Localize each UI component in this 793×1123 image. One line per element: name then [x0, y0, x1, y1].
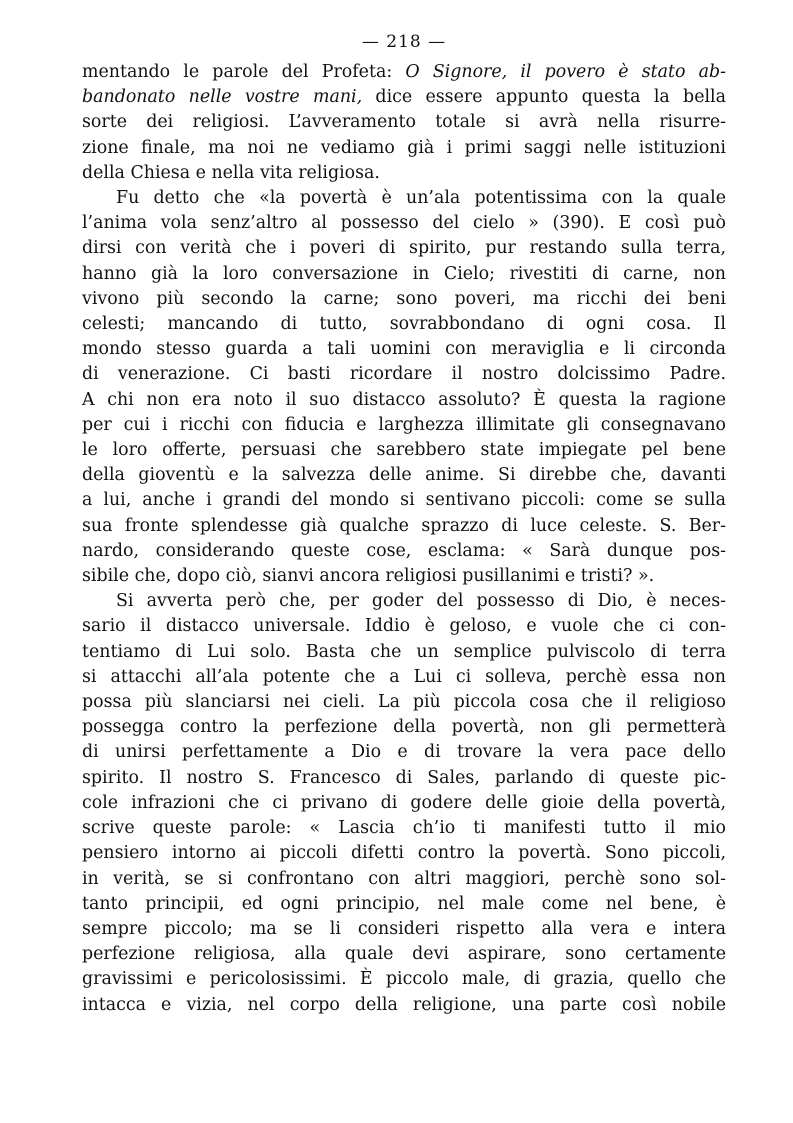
- text-line: [82, 186, 726, 211]
- text-line: [82, 816, 726, 841]
- text-line: [82, 388, 726, 413]
- text-line: [82, 211, 726, 236]
- text-segment: scrive queste parole: « Lascia ch’io ti manifesti tutto il mio: [82, 818, 726, 839]
- text-line: [82, 362, 726, 387]
- text-segment: tentiamo di Lui solo. Basta che un semplice pulviscolo di terra: [82, 641, 726, 662]
- text-line: [82, 841, 726, 866]
- text-segment: spirito. Il nostro S. Francesco di Sales, parlando di queste pic-: [82, 767, 726, 788]
- text-line: [82, 337, 726, 362]
- text-line: [82, 892, 726, 917]
- text-line: [82, 589, 726, 614]
- text-line: [82, 463, 726, 488]
- text-segment: Si avverta però che, per goder del possesso di Dio, è neces-: [116, 591, 726, 612]
- text-line: [82, 161, 726, 186]
- text-line: [82, 690, 726, 715]
- text-line: [82, 993, 726, 1018]
- text-line: [82, 413, 726, 438]
- text-segment: della Chiesa e nella vita religiosa.: [82, 162, 380, 183]
- text-line: [82, 85, 726, 110]
- body-text: [82, 60, 726, 1018]
- text-line: [82, 967, 726, 992]
- text-segment: perfezione religiosa, alla quale devi aspirare, sono certamente: [82, 944, 726, 965]
- text-segment: A chi non era noto il suo distacco assoluto? È questa la ragione: [82, 389, 726, 410]
- text-segment: cole infrazioni che ci privano di godere delle gioie della povertà,: [82, 792, 726, 813]
- text-line: [82, 60, 726, 85]
- text-segment: zione finale, ma noi ne vediamo già i primi saggi nelle istituzioni: [82, 137, 726, 158]
- text-line: [82, 262, 726, 287]
- text-segment: sempre piccolo; ma se li consideri rispetto alla vera e intera: [82, 918, 726, 939]
- text-segment: possa più slanciarsi nei cieli. La più piccola cosa che il religioso: [82, 692, 726, 713]
- text-line: [82, 312, 726, 337]
- text-segment: si attacchi all’ala potente che a Lui ci solleva, perchè essa non: [82, 666, 726, 687]
- text-line: [82, 640, 726, 665]
- text-segment: tanto principii, ed ogni principio, nel male come nel bene, è: [82, 893, 726, 914]
- text-segment: vivono più secondo la carne; sono poveri, ma ricchi dei beni: [82, 288, 726, 309]
- text-segment: sario il distacco universale. Iddio è geloso, e vuole che ci con-: [82, 616, 726, 637]
- page-number: — 218 —: [361, 32, 447, 52]
- book-page: [82, 28, 726, 1018]
- text-line: [82, 438, 726, 463]
- text-line: [82, 236, 726, 261]
- text-line: [82, 740, 726, 765]
- text-segment: di venerazione. Ci basti ricordare il nostro dolcissimo Padre.: [82, 364, 726, 385]
- italic-text-segment: bandonato nelle vostre mani,: [82, 87, 363, 108]
- text-segment: intacca e vizia, nel corpo della religione, una parte così nobile: [82, 994, 726, 1015]
- text-segment: sua fronte splendesse già qualche sprazzo di luce celeste. S. Ber-: [82, 515, 726, 536]
- text-line: [82, 136, 726, 161]
- text-segment: hanno già la loro conversazione in Cielo; rivestiti di carne, non: [82, 263, 726, 284]
- italic-text-segment: O Signore, il povero è stato ab-: [405, 62, 726, 82]
- text-segment: sibile che, dopo ciò, sianvi ancora religiosi pusillanimi e tristi? ».: [82, 566, 655, 587]
- text-line: [82, 665, 726, 690]
- text-line: [82, 539, 726, 564]
- text-line: [82, 110, 726, 135]
- text-segment: sorte dei religiosi. L’avveramento totale si avrà nella risurre-: [82, 112, 726, 133]
- text-line: [82, 766, 726, 791]
- text-segment: possegga contro la perfezione della povertà, non gli permetterà: [82, 717, 726, 738]
- text-segment: in verità, se si confrontano con altri maggiori, perchè sono sol-: [82, 868, 726, 889]
- text-segment: celesti; mancando di tutto, sovrabbondano di ogni cosa. Il: [82, 314, 726, 335]
- text-segment: dirsi con verità che i poveri di spirito, pur restando sulla terra,: [82, 238, 726, 259]
- text-segment: le loro offerte, persuasi che sarebbero state impiegate pel bene: [82, 440, 726, 461]
- text-segment: gravissimi e pericolosissimi. È piccolo male, di grazia, quello che: [82, 969, 726, 990]
- text-line: [82, 867, 726, 892]
- text-segment: per cui i ricchi con fiducia e larghezza illimitate gli consegnavano: [82, 414, 726, 435]
- text-segment: della gioventù e la salvezza delle anime. Si direbbe che, davanti: [82, 465, 726, 486]
- text-segment: a lui, anche i grandi del mondo si sentivano piccoli: come se sulla: [82, 490, 726, 511]
- text-segment: dice essere appunto questa la bella: [362, 87, 726, 108]
- text-segment: mentando le parole del Profeta:: [82, 62, 406, 82]
- text-segment: l’anima vola senz’altro al possesso del cielo » (390). E così può: [82, 213, 726, 234]
- text-line: [82, 917, 726, 942]
- text-segment: nardo, considerando queste cose, esclama: « Sarà dunque pos-: [82, 540, 726, 561]
- text-segment: pensiero intorno ai piccoli difetti contro la povertà. Sono piccoli,: [82, 843, 726, 864]
- text-line: [82, 287, 726, 312]
- text-line: [82, 942, 726, 967]
- text-segment: Fu detto che «la povertà è un’ala potentissima con la quale: [116, 188, 726, 209]
- text-line: [82, 488, 726, 513]
- text-line: [82, 564, 726, 589]
- text-line: [82, 791, 726, 816]
- text-segment: mondo stesso guarda a tali uomini con meraviglia e li circonda: [82, 339, 726, 360]
- text-line: [82, 514, 726, 539]
- text-segment: di unirsi perfettamente a Dio e di trovare la vera pace dello: [82, 742, 726, 763]
- text-line: [82, 715, 726, 740]
- text-line: [82, 614, 726, 639]
